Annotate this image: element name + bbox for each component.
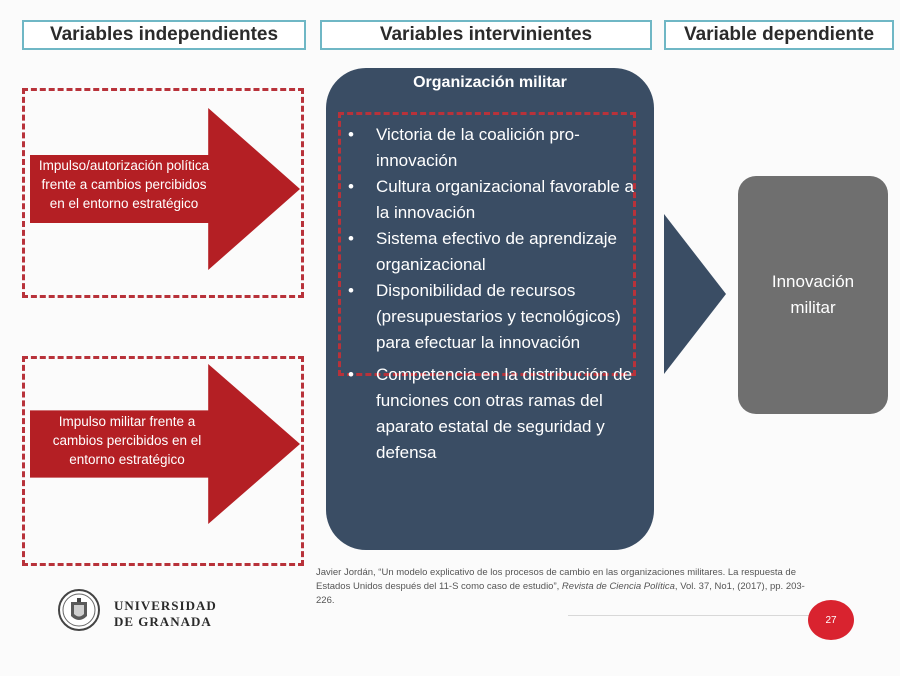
bullet-icon: • <box>348 177 354 196</box>
intervening-variables-list <box>346 122 636 466</box>
list-item <box>346 226 636 278</box>
header-dependent-variable: Variable dependiente <box>664 20 894 50</box>
independent-variable-text-2: Impulso militar frente a cambios percibidos en el entorno estratégico <box>52 414 202 467</box>
page-number: 27 <box>825 614 837 626</box>
citation-journal: Revista de Ciencia Política <box>561 581 675 592</box>
list-item-text: Victoria de la coalición pro-innovación <box>376 125 580 170</box>
list-item-text: Competencia en la distribución de funciones con otras ramas del aparato estatal de seguridad y defensa <box>376 365 633 462</box>
dependent-variable-text: Innovación militar <box>771 272 855 317</box>
bullet-icon: • <box>348 229 354 248</box>
dependent-variable-box <box>738 176 888 414</box>
list-item-text: Cultura organizacional favorable a la innovación <box>376 177 634 222</box>
citation <box>316 566 816 608</box>
outcome-arrow <box>664 214 726 374</box>
header-independent-variables: Variables independientes <box>22 20 306 50</box>
list-item-text: Disponibilidad de recursos (presupuestarios y tecnológicos) para efectuar la innovación <box>376 281 621 352</box>
military-organization-title: Organización militar <box>413 74 567 91</box>
list-item <box>346 174 636 226</box>
independent-variable-text-1: Impulso/autorización política frente a cambios percibidos en el entorno estratégico <box>38 158 210 211</box>
citation-main: Javier Jordán, “Un modelo explicativo de los procesos de cambio en las organizaciones militares. La respuesta de Estados Unidos después del 11-S como caso de estudio”, <box>316 567 797 592</box>
page-number-badge <box>808 600 854 640</box>
list-item <box>346 362 636 466</box>
university-name-line-1: UNIVERSIDAD <box>114 598 217 613</box>
citation-divider <box>568 615 814 616</box>
university-name <box>114 598 217 630</box>
list-item <box>346 278 636 356</box>
bullet-icon: • <box>348 125 354 144</box>
header-intervening-variables: Variables intervinientes <box>320 20 652 50</box>
list-item-text: Sistema efectivo de aprendizaje organizacional <box>376 229 617 274</box>
bullet-icon: • <box>348 365 354 384</box>
university-crest-icon <box>56 588 102 637</box>
university-name-line-2: DE GRANADA <box>114 614 212 629</box>
bullet-icon: • <box>348 281 354 300</box>
list-item <box>346 122 636 174</box>
citation-details: , Vol. 37, No1, (2017), pp. 203-226. <box>316 581 805 606</box>
